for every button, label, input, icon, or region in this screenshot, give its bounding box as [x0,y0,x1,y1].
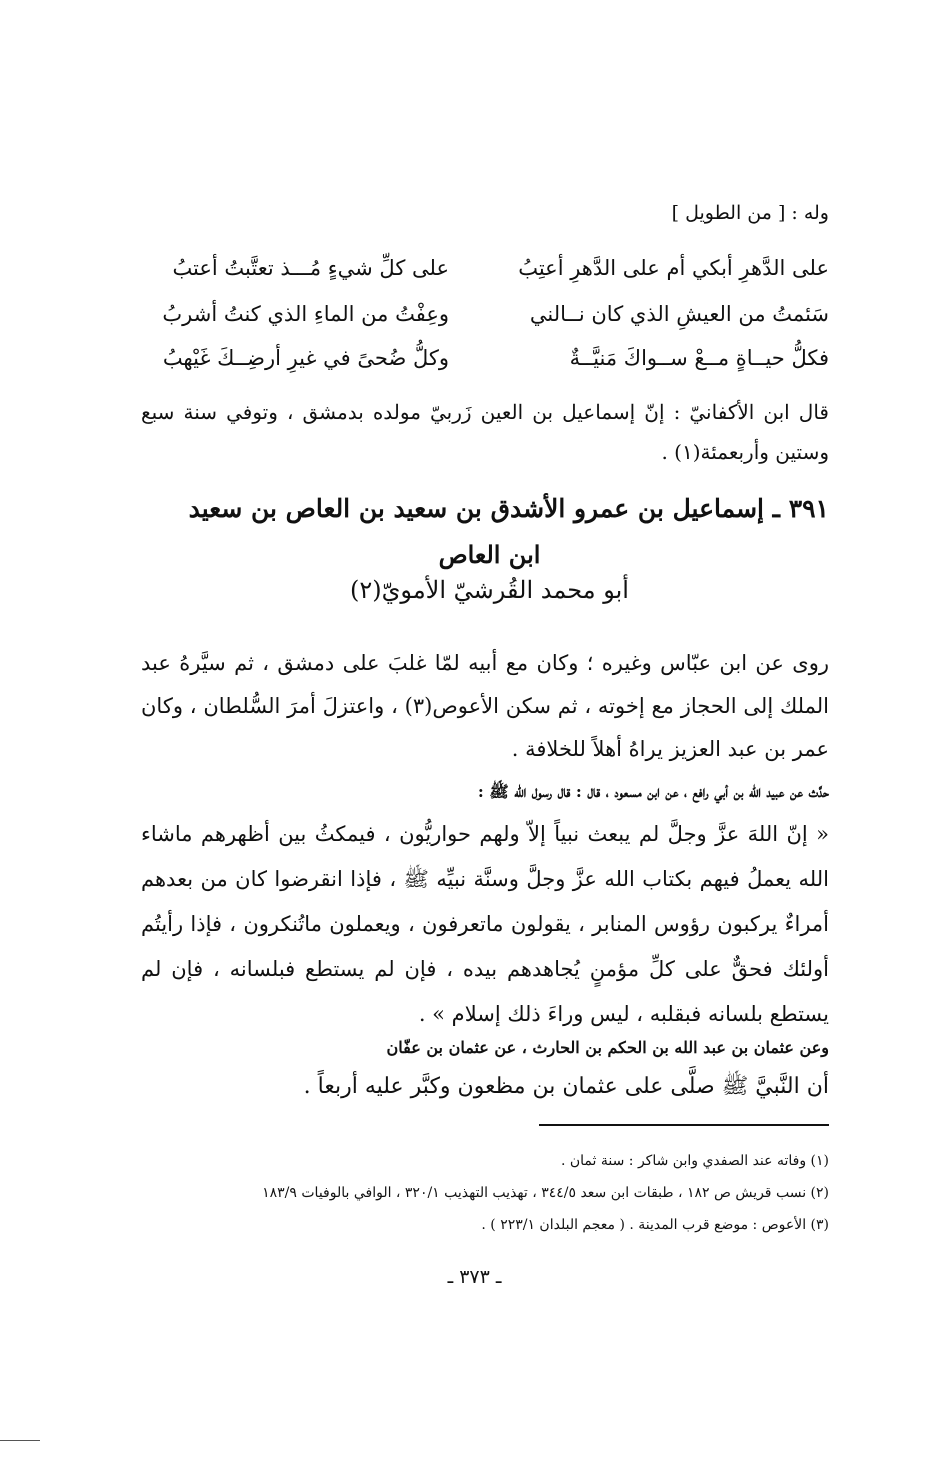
narration-text: أن النَّبيَّ ﷺ صلَّى على عثمان بن مظعون وكبَّر عليه أربعاً . [303,1074,829,1099]
meter-intro: وله : [ من الطويل ] [671,202,829,224]
verse-second-hemistich: وعِفْتُ من الماءِ الذي كنتُ أشربُ [162,302,449,326]
biography-paragraph: روى عن ابن عبّاس وغيره ؛ وكان مع أبيه لمّا غلبَ على دمشق ، ثم سيَّرهُ عبد الملك إلى الحجاز مع إخوته ، ثم سكن الأعوص(٣) ، واعتزلَ أمرَ السُّلطان ، وكان عمر بن عبد العزيز يراهُ أهلاً للخلافة . [141,651,829,761]
verse-line [149,248,829,288]
entry-kunya: أبو محمد القُرشيّ الأمويّ(٢) [350,576,629,604]
entry-title-continuation: ابن العاص [438,540,541,569]
kafani-paragraph: قال ابن الأكفانيّ : إنّ إسماعيل بن العين زَربيّ مولده بدمشق ، وتوفي سنة سبع وستين وأربعمئة(١) . [141,400,829,464]
narration-chain: وعن عثمان بن عبد الله بن الحكم بن الحارث ، عن عثمان بن عفّان [386,1038,829,1057]
footnote-divider [539,1124,829,1126]
entry-title: ٣٩١ ـ إسماعيل بن عمرو الأشدق بن سعيد بن العاص بن سعيد [188,494,829,523]
verse-second-hemistich: وكلُّ ضُحىً في غيرِ أرضِــكَ غَيْهبُ [162,346,449,370]
verse-line [149,294,829,334]
verse-first-hemistich: على الدَّهرِ أبكي أم على الدَّهرِ أعتِبُ [518,256,829,280]
page-number: ـ ٣٧٣ ـ [447,1266,502,1288]
footnote: (٢) نسب قريش ص ١٨٢ ، طبقات ابن سعد ٣٤٤/٥ ، تهذيب التهذيب ٣٢٠/١ ، الوافي بالوفيات ١٨٣/٩ [262,1185,829,1201]
hadith-chain: حدَّث عن عبيد الله بن أبي رافع ، عن ابن مسعود ، قال : قال رسول الله ﷺ : [477,782,829,801]
verse-line [149,338,829,378]
verse-first-hemistich: فكلُّ حيــاةٍ مــعْ ســواكَ مَنيَّــةٌ [569,346,829,370]
footnote: (٣) الأعوص : موضع قرب المدينة . ( معجم البلدان ٢٢٣/١ ) . [481,1217,829,1233]
footnote: (١) وفاته عند الصفدي وابن شاكر : سنة ثمان . [560,1153,829,1169]
verse-first-hemistich: سَئمتُ من العيشِ الذي كان نــالني [529,302,829,326]
verse-second-hemistich: على كلِّ شيءٍ مُـــذ تعتَّبتُ أعتبُ [172,256,449,280]
hadith-text: « إنّ اللهَ عزَّ وجلَّ لم يبعث نبياً إلاّ ولهم حواريُّون ، فيمكثُ بين أظهرهم ماشاء الله يعملُ فيهم بكتاب الله عزَّ وجلَّ وسنَّة نبيِّه ﷺ ، فإذا انقرضوا كان من بعدهم أمراءٌ يركبون رؤوس المنابر ، يقولون ماتعرفون ، ويعملون ماتُنكرون ، فإذا رأيتُم أولئك فحقٌّ على كلِّ مؤمنٍ يُجاهدهم بيده ، فإن لم يستطع فبلسانه ، فإن لم يستطع بلسانه فبقلبه ، ليس وراءَ ذلك إسلام » . [141,822,829,1026]
scan-edge-mark [0,1440,40,1441]
